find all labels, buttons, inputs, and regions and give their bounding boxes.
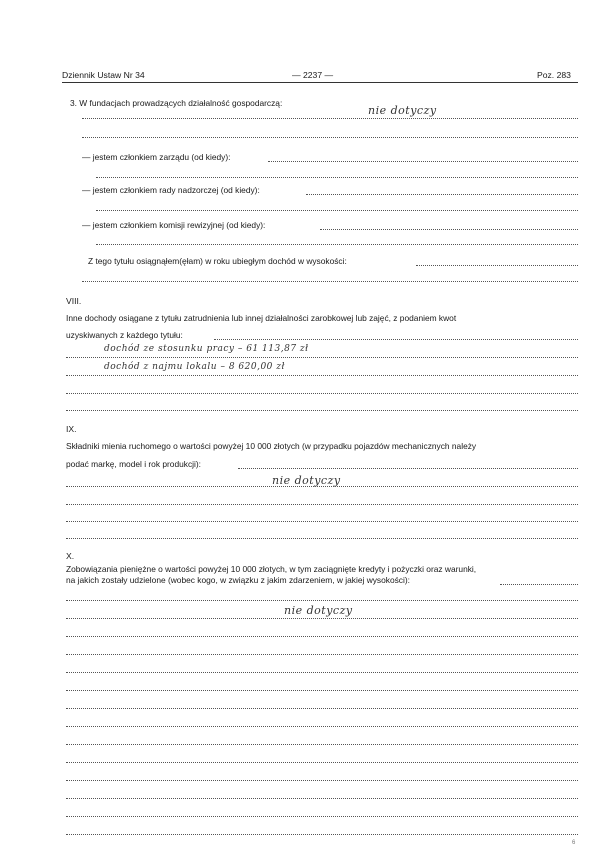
- answer-line: [66, 410, 578, 411]
- answer-line: [66, 618, 578, 619]
- answer-line: [66, 375, 578, 376]
- answer-line: [214, 339, 578, 340]
- answer-line: [306, 194, 578, 195]
- answer-line: [320, 229, 578, 230]
- answer-line: [66, 798, 578, 799]
- answer-line: [82, 281, 578, 282]
- answer-line: [66, 834, 578, 835]
- answer-line: [66, 762, 578, 763]
- section9-text-line2: podać markę, model i rok produkcji):: [66, 459, 201, 469]
- answer-line: [66, 636, 578, 637]
- journal-name: Dziennik Ustaw Nr 34: [62, 70, 145, 80]
- answer-line: [66, 744, 578, 745]
- page-number: — 2237 —: [292, 70, 334, 80]
- answer-line: [66, 521, 578, 522]
- section3-title: 3. W fundacjach prowadzących działalność gospodarczą:: [70, 98, 283, 108]
- answer-line: [66, 654, 578, 655]
- section8-handwritten-line1: dochód ze stosunku pracy – 61 113,87 zł: [104, 344, 309, 354]
- section10-text-line1: Zobowiązania pieniężne o wartości powyżej 10 000 złotych, w tym zaciągnięte kredyty i pożyczki oraz warunki,: [66, 564, 477, 574]
- section8-number: VIII.: [66, 296, 82, 306]
- answer-line: [82, 137, 578, 138]
- income-label: Z tego tytułu osiągnąłem(ęłam) w roku ubiegłym dochód w wysokości:: [88, 256, 347, 266]
- section3-handwritten-answer: nie dotyczy: [368, 104, 437, 117]
- answer-line: [66, 690, 578, 691]
- section8-text-line2: uzyskiwanych z każdego tytułu:: [66, 330, 183, 340]
- answer-line: [96, 244, 578, 245]
- supervisory-board-label: — jestem członkiem rady nadzorczej (od kiedy):: [82, 185, 260, 195]
- audit-committee-label: — jestem członkiem komisji rewizyjnej (od kiedy):: [82, 220, 266, 230]
- answer-line: [66, 393, 578, 394]
- answer-line: [416, 265, 578, 266]
- footer-mark: 6: [572, 840, 576, 846]
- section8-text-line1: Inne dochody osiągane z tytułu zatrudnienia lub innej działalności zarobkowej lub zajęć, z podaniem kwot: [66, 313, 457, 323]
- answer-line: [66, 726, 578, 727]
- answer-line: [96, 210, 578, 211]
- answer-line: [268, 161, 578, 162]
- answer-line: [66, 504, 578, 505]
- section8-handwritten-line2: dochód z najmu lokalu – 8 620,00 zł: [104, 362, 285, 372]
- header-rule: [62, 82, 578, 83]
- section9-handwritten-answer: nie dotyczy: [272, 474, 341, 487]
- answer-line: [66, 600, 578, 601]
- answer-line: [500, 584, 578, 585]
- section9-number: IX.: [66, 424, 77, 434]
- board-member-label: — jestem członkiem zarządu (od kiedy):: [82, 152, 231, 162]
- section9-text-line1: Składniki mienia ruchomego o wartości powyżej 10 000 złotych (w przypadku pojazdów mechanicznych należy: [66, 441, 477, 451]
- answer-line: [66, 357, 578, 358]
- answer-line: [66, 672, 578, 673]
- position-number: Poz. 283: [537, 70, 571, 80]
- answer-line: [66, 708, 578, 709]
- section10-number: X.: [66, 551, 75, 561]
- answer-line: [66, 816, 578, 817]
- answer-line: [96, 177, 578, 178]
- answer-line: [66, 486, 578, 487]
- section10-handwritten-answer: nie dotyczy: [284, 604, 353, 617]
- answer-line: [66, 538, 578, 539]
- answer-line: [238, 468, 578, 469]
- answer-line: [66, 780, 578, 781]
- section10-text-line2: na jakich zostały udzielone (wobec kogo, w związku z jakim zdarzeniem, w jakiej wysokości):: [66, 575, 410, 585]
- answer-line: [82, 118, 578, 119]
